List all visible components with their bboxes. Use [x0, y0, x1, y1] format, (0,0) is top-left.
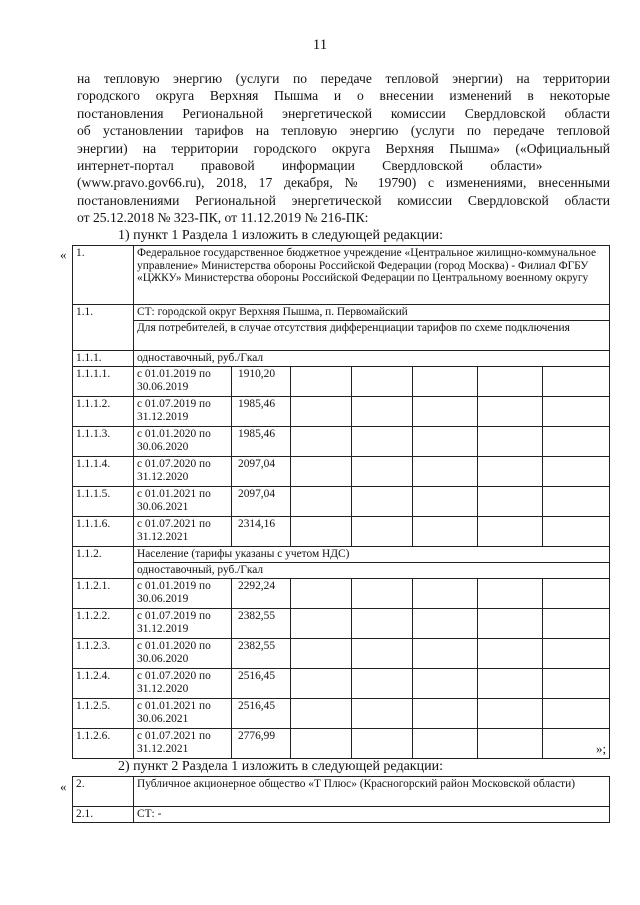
- empty-cell: [352, 427, 413, 457]
- table-row: [73, 517, 610, 547]
- row-period: с 01.07.2020 по 31.12.2020: [134, 669, 232, 699]
- empty-cell: [352, 517, 413, 547]
- row-value: 2382,55: [232, 639, 291, 669]
- row-period: с 01.01.2021 по 30.06.2021: [134, 487, 232, 517]
- table-row: [73, 487, 610, 517]
- row-number: 1.1.1.4.: [73, 457, 134, 487]
- row-value: 2516,45: [232, 699, 291, 729]
- empty-cell: [543, 397, 610, 427]
- st-number: 2.1.: [73, 807, 134, 823]
- empty-cell: [478, 487, 543, 517]
- empty-cell: [413, 729, 478, 759]
- table-row: [73, 669, 610, 699]
- table-row: [73, 579, 610, 609]
- empty-cell: [413, 669, 478, 699]
- section1-open-quote: «: [60, 247, 67, 262]
- table-row: [73, 807, 610, 823]
- org-number: 2.: [73, 777, 134, 807]
- empty-cell: [413, 367, 478, 397]
- empty-cell: [291, 397, 352, 427]
- row-value: 2314,16: [232, 517, 291, 547]
- row-period: с 01.01.2019 по 30.06.2019: [134, 579, 232, 609]
- empty-cell: [413, 579, 478, 609]
- empty-cell: [413, 517, 478, 547]
- intro-line: постановления Региональной энергетической комиссии Свердловской области: [77, 105, 610, 121]
- row-period: с 01.01.2020 по 30.06.2020: [134, 639, 232, 669]
- intro-line: городского округа Верхняя Пышма и о внесении изменений в некоторые: [77, 88, 610, 104]
- intro-line: на тепловую энергию (услуги по передаче тепловой энергии) на территории: [77, 71, 610, 86]
- empty-cell: [543, 669, 610, 699]
- empty-cell: [478, 669, 543, 699]
- intro-line: об установлении тарифов на тепловую энергию (услуги по передаче тепловой: [77, 123, 610, 139]
- population-one-part: одноставочный, руб./Гкал: [134, 563, 610, 579]
- table-row: [73, 367, 610, 397]
- empty-cell: [413, 609, 478, 639]
- empty-cell: [478, 579, 543, 609]
- empty-cell: [478, 367, 543, 397]
- one-part-label: одноставочный, руб./Гкал: [134, 351, 610, 367]
- empty-cell: [413, 639, 478, 669]
- row-period: с 01.07.2019 по 31.12.2019: [134, 609, 232, 639]
- row-period: с 01.01.2019 по 30.06.2019: [134, 367, 232, 397]
- empty-cell: [543, 699, 610, 729]
- table-row: [73, 563, 610, 579]
- empty-cell: [291, 669, 352, 699]
- row-value: 2292,24: [232, 579, 291, 609]
- table-row: [73, 609, 610, 639]
- empty-cell: [291, 609, 352, 639]
- table-row: [73, 547, 610, 563]
- empty-cell: [478, 517, 543, 547]
- org-number: 1.: [73, 246, 134, 305]
- empty-cell: [352, 639, 413, 669]
- row-period: с 01.07.2020 по 31.12.2020: [134, 457, 232, 487]
- empty-cell: [291, 457, 352, 487]
- empty-cell: [352, 729, 413, 759]
- section2-open-quote: «: [60, 779, 67, 794]
- empty-cell: [291, 579, 352, 609]
- row-value: 1985,46: [232, 397, 291, 427]
- empty-cell: [291, 639, 352, 669]
- org-name: Федеральное государственное бюджетное учреждение «Центральное жилищно-коммунальное управление» Министерства обороны Российской Федерации (город Москва) - Филиал ФГБУ «ЦЖКУ» Министерства обороны Российской Федерации по Центральному военному округу: [134, 246, 610, 305]
- empty-cell: [352, 457, 413, 487]
- empty-cell: [543, 427, 610, 457]
- empty-cell: [478, 427, 543, 457]
- empty-cell: [478, 609, 543, 639]
- row-number: 1.1.2.2.: [73, 609, 134, 639]
- intro-line: (www.pravo.gov66.ru), 2018, 17 декабря, № 19790) с изменениями, внесенными: [77, 175, 610, 191]
- empty-cell: [291, 427, 352, 457]
- empty-cell: [543, 639, 610, 669]
- empty-cell: [543, 579, 610, 609]
- table-row: [73, 427, 610, 457]
- row-number: 1.1.1.3.: [73, 427, 134, 457]
- empty-cell: [413, 487, 478, 517]
- row-number: 1.1.1.1.: [73, 367, 134, 397]
- empty-cell: [291, 699, 352, 729]
- empty-cell: [478, 397, 543, 427]
- empty-cell: [352, 579, 413, 609]
- intro-line: интернет-портал правовой информации Свердловской области»: [77, 158, 543, 174]
- empty-cell: [352, 487, 413, 517]
- page-number: 11: [312, 37, 328, 53]
- row-number: 1.1.1.6.: [73, 517, 134, 547]
- row-value: 1985,46: [232, 427, 291, 457]
- empty-cell: [543, 457, 610, 487]
- tariff-table-section2: [72, 776, 610, 823]
- row-value: 2382,55: [232, 609, 291, 639]
- empty-cell: [478, 699, 543, 729]
- intro-line: от 25.12.2018 № 323-ПК, от 11.12.2019 № 216-ПК:: [77, 210, 369, 226]
- row-number: 1.1.2.3.: [73, 639, 134, 669]
- section1-close-quote: »;: [596, 741, 607, 756]
- table-row: [73, 777, 610, 807]
- st-number: 1.1.: [73, 305, 134, 351]
- row-period: с 01.01.2021 по 30.06.2021: [134, 699, 232, 729]
- intro-line: постановлениями Региональной энергетической комиссии Свердловской области: [77, 192, 610, 208]
- empty-cell: [413, 427, 478, 457]
- empty-cell: [543, 487, 610, 517]
- st-name: СТ: городской округ Верхняя Пышма, п. Первомайский: [134, 305, 610, 321]
- empty-cell: [413, 457, 478, 487]
- row-period: с 01.07.2021 по 31.12.2021: [134, 517, 232, 547]
- empty-cell: [413, 397, 478, 427]
- row-number: 1.1.2.5.: [73, 699, 134, 729]
- empty-cell: [352, 669, 413, 699]
- population-number: 1.1.2.: [73, 547, 134, 579]
- row-number: 1.1.1.2.: [73, 397, 134, 427]
- one-part-number: 1.1.1.: [73, 351, 134, 367]
- org-name: Публичное акционерное общество «Т Плюс» (Красногорский район Московской области): [134, 777, 610, 807]
- section1-heading: 1) пункт 1 Раздела 1 изложить в следующей редакции:: [118, 228, 443, 243]
- empty-cell: [291, 517, 352, 547]
- empty-cell: [352, 367, 413, 397]
- row-period: с 01.07.2021 по 31.12.2021: [134, 729, 232, 759]
- row-value: 2097,04: [232, 457, 291, 487]
- row-period: с 01.01.2020 по 30.06.2020: [134, 427, 232, 457]
- table-row: [73, 729, 610, 759]
- empty-cell: [413, 699, 478, 729]
- table-row: [73, 397, 610, 427]
- empty-cell: [291, 729, 352, 759]
- row-value: 1910,20: [232, 367, 291, 397]
- empty-cell: [543, 517, 610, 547]
- st-name: СТ: -: [134, 807, 610, 823]
- table-row: [73, 351, 610, 367]
- empty-cell: [352, 609, 413, 639]
- row-value: 2097,04: [232, 487, 291, 517]
- empty-cell: [543, 367, 610, 397]
- table-row: [73, 639, 610, 669]
- intro-line: энергии) на территории городского округа Верхняя Пышма» («Официальный: [77, 140, 610, 156]
- table-row: [73, 457, 610, 487]
- section2-heading: 2) пункт 2 Раздела 1 изложить в следующей редакции:: [118, 759, 443, 774]
- empty-cell: [352, 699, 413, 729]
- empty-cell: [352, 397, 413, 427]
- row-number: 1.1.1.5.: [73, 487, 134, 517]
- row-value: 2776,99: [232, 729, 291, 759]
- row-number: 1.1.2.1.: [73, 579, 134, 609]
- row-number: 1.1.2.4.: [73, 669, 134, 699]
- row-number: 1.1.2.6.: [73, 729, 134, 759]
- empty-cell: [478, 729, 543, 759]
- intro-paragraph: [77, 70, 610, 227]
- table-row: [73, 246, 610, 305]
- consumers-note: Для потребителей, в случае отсутствия дифференциации тарифов по схеме подключения: [134, 321, 610, 351]
- table-row: [73, 305, 610, 321]
- table-row: [73, 321, 610, 351]
- empty-cell: [478, 457, 543, 487]
- tariff-table-section1: [72, 245, 610, 759]
- table-row: [73, 699, 610, 729]
- empty-cell: [291, 367, 352, 397]
- row-value: 2516,45: [232, 669, 291, 699]
- empty-cell: [543, 609, 610, 639]
- empty-cell: [478, 639, 543, 669]
- row-period: с 01.07.2019 по 31.12.2019: [134, 397, 232, 427]
- empty-cell: [291, 487, 352, 517]
- population-label: Население (тарифы указаны с учетом НДС): [134, 547, 610, 563]
